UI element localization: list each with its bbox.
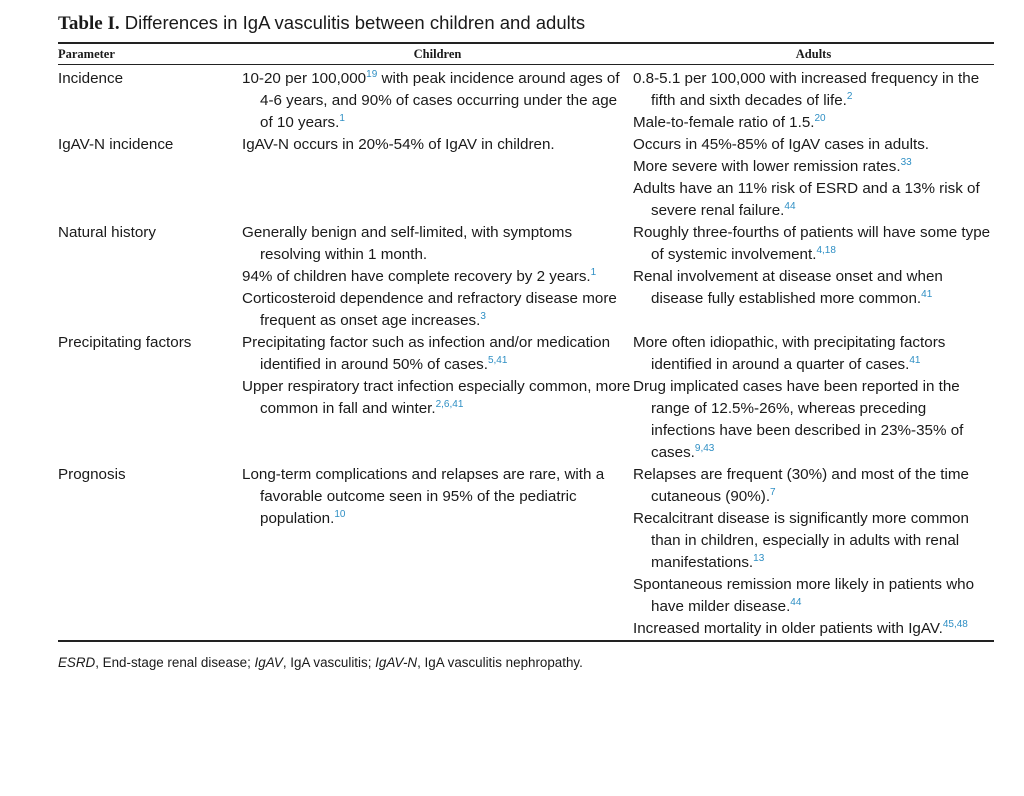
parameter-cell	[58, 65, 242, 135]
entry-text: Drug implicated cases have been reported in the range of 12.5%-26%, whereas preceding infections have been described in 23%-35% of cases.	[633, 378, 964, 461]
table-body	[58, 65, 994, 641]
entry-text: Corticosteroid dependence and refractory disease more frequent as onset age increases.	[242, 290, 617, 329]
table-row	[58, 464, 994, 640]
adults-cell	[633, 222, 994, 332]
reference-citation[interactable]: 1	[339, 113, 345, 124]
children-entry	[242, 376, 633, 420]
adults-entry	[633, 68, 994, 112]
entry-text: Occurs in 45%-85% of IgAV cases in adults.	[633, 136, 930, 153]
table-footnote: ESRD, End-stage renal disease; IgAV, IgA vasculitis; IgAV-N, IgA vasculitis nephropathy.	[58, 655, 583, 670]
children-entry	[242, 68, 633, 134]
parameter-label: Natural history	[58, 224, 156, 241]
children-entry	[242, 288, 633, 332]
adults-entry	[633, 134, 994, 156]
reference-citation[interactable]: 44	[784, 201, 796, 212]
children-entry	[242, 464, 633, 530]
parameter-cell	[58, 464, 242, 640]
table-row	[58, 222, 994, 332]
parameter-label: Precipitating factors	[58, 334, 192, 351]
adults-entry	[633, 156, 994, 178]
caption-title: Differences in IgA vasculitis between children and adults	[124, 12, 586, 33]
parameter-label: Incidence	[58, 70, 124, 87]
footnote-definition: End-stage renal disease	[102, 655, 248, 670]
reference-citation[interactable]: 41	[921, 289, 933, 300]
reference-citation[interactable]: 4,18	[816, 245, 836, 256]
reference-citation[interactable]: 3	[480, 311, 486, 322]
entry-text: More often idiopathic, with precipitating factors identified in around a quarter of cases.	[633, 334, 946, 373]
header-children: Children	[242, 44, 633, 65]
children-entry	[242, 332, 633, 376]
entry-text: Male-to-female ratio of 1.5.	[633, 114, 815, 131]
children-cell	[242, 332, 633, 464]
parameter-cell	[58, 134, 242, 222]
adults-entry	[633, 112, 994, 134]
entry-text: Increased mortality in older patients with IgAV.	[633, 620, 943, 637]
reference-citation[interactable]: 2,6,41	[435, 399, 464, 410]
adults-cell	[633, 65, 994, 135]
reference-citation[interactable]: 45,48	[942, 619, 968, 630]
parameter-label: IgAV-N incidence	[58, 136, 174, 153]
reference-citation[interactable]: 2	[846, 91, 853, 102]
children-cell	[242, 222, 633, 332]
children-entry	[242, 266, 633, 288]
table-row	[58, 65, 994, 135]
entry-text: 10-20 per 100,000	[242, 70, 367, 87]
entry-text: More severe with lower remission rates.	[633, 158, 901, 175]
table-caption	[58, 10, 994, 37]
footnote-definition: IgA vasculitis nephropathy	[424, 655, 580, 670]
entry-text: Precipitating factor such as infection and/or medication identified in around 50% of cases.	[242, 334, 611, 373]
entry-text: 0.8-5.1 per 100,000 with increased frequency in the fifth and sixth decades of life.	[633, 70, 980, 109]
entry-text: Spontaneous remission more likely in patients who have milder disease.	[633, 576, 975, 615]
entry-text: Adults have an 11% risk of ESRD and a 13% risk of severe renal failure.	[633, 180, 980, 219]
entry-text: Recalcitrant disease is significantly more common than in children, especially in adults with renal manifestations.	[633, 510, 969, 571]
adults-entry	[633, 222, 994, 266]
reference-citation[interactable]: 33	[900, 157, 912, 168]
parameter-cell	[58, 332, 242, 464]
adults-cell	[633, 134, 994, 222]
entry-text: Relapses are frequent (30%) and most of the time cutaneous (90%).	[633, 466, 969, 505]
table-row	[58, 332, 994, 464]
adults-entry	[633, 266, 994, 310]
footnote-abbreviation: ESRD	[58, 655, 96, 670]
table-figure	[58, 10, 994, 670]
footnote-abbreviation: IgAV-N	[375, 655, 418, 670]
header-adults: Adults	[633, 44, 994, 65]
entry-text: Renal involvement at disease onset and when disease fully established more common.	[633, 268, 943, 307]
entry-text: Upper respiratory tract infection especially common, more common in fall and winter.	[242, 378, 631, 417]
children-cell	[242, 464, 633, 640]
children-cell	[242, 65, 633, 135]
bottom-rule	[58, 640, 994, 642]
header-row	[58, 44, 994, 65]
parameter-label: Prognosis	[58, 466, 126, 483]
reference-citation[interactable]: 1	[590, 267, 597, 278]
reference-citation[interactable]: 5,41	[487, 355, 508, 366]
entry-text: Generally benign and self-limited, with symptoms resolving within 1 month.	[242, 224, 573, 263]
entry-text: with peak incidence around ages of 4-6 years, and 90% of cases occurring under the age of 10 years.	[260, 70, 620, 131]
footnote-abbreviation: IgAV	[254, 655, 283, 670]
footnote-definition: IgA vasculitis	[290, 655, 368, 670]
adults-entry	[633, 508, 994, 574]
reference-citation[interactable]: 20	[814, 113, 826, 124]
children-cell	[242, 134, 633, 222]
comparison-table	[58, 44, 994, 640]
reference-citation[interactable]: 13	[753, 553, 765, 564]
adults-cell	[633, 464, 994, 640]
entry-text: Roughly three-fourths of patients will have some type of systemic involvement.	[633, 224, 991, 263]
children-entry	[242, 134, 633, 156]
reference-citation[interactable]: 19	[366, 69, 378, 80]
adults-entry	[633, 376, 994, 464]
entry-text: Long-term complications and relapses are rare, with a favorable outcome seen in 95% of the pediatric population.	[242, 466, 605, 527]
reference-citation[interactable]: 41	[909, 355, 921, 366]
adults-entry	[633, 464, 994, 508]
caption-label: Table I.	[58, 13, 120, 34]
header-parameter: Parameter	[58, 44, 242, 65]
adults-cell	[633, 332, 994, 464]
reference-citation[interactable]: 9,43	[694, 443, 715, 454]
table-row	[58, 134, 994, 222]
adults-entry	[633, 574, 994, 618]
reference-citation[interactable]: 44	[790, 597, 802, 608]
adults-entry	[633, 178, 994, 222]
adults-entry	[633, 332, 994, 376]
parameter-cell	[58, 222, 242, 332]
children-entry	[242, 222, 633, 266]
adults-entry	[633, 618, 994, 640]
reference-citation[interactable]: 10	[334, 509, 346, 520]
reference-citation[interactable]: 7	[770, 487, 776, 498]
entry-text: 94% of children have complete recovery by 2 years.	[242, 268, 591, 285]
entry-text: IgAV-N occurs in 20%-54% of IgAV in children.	[242, 136, 555, 153]
